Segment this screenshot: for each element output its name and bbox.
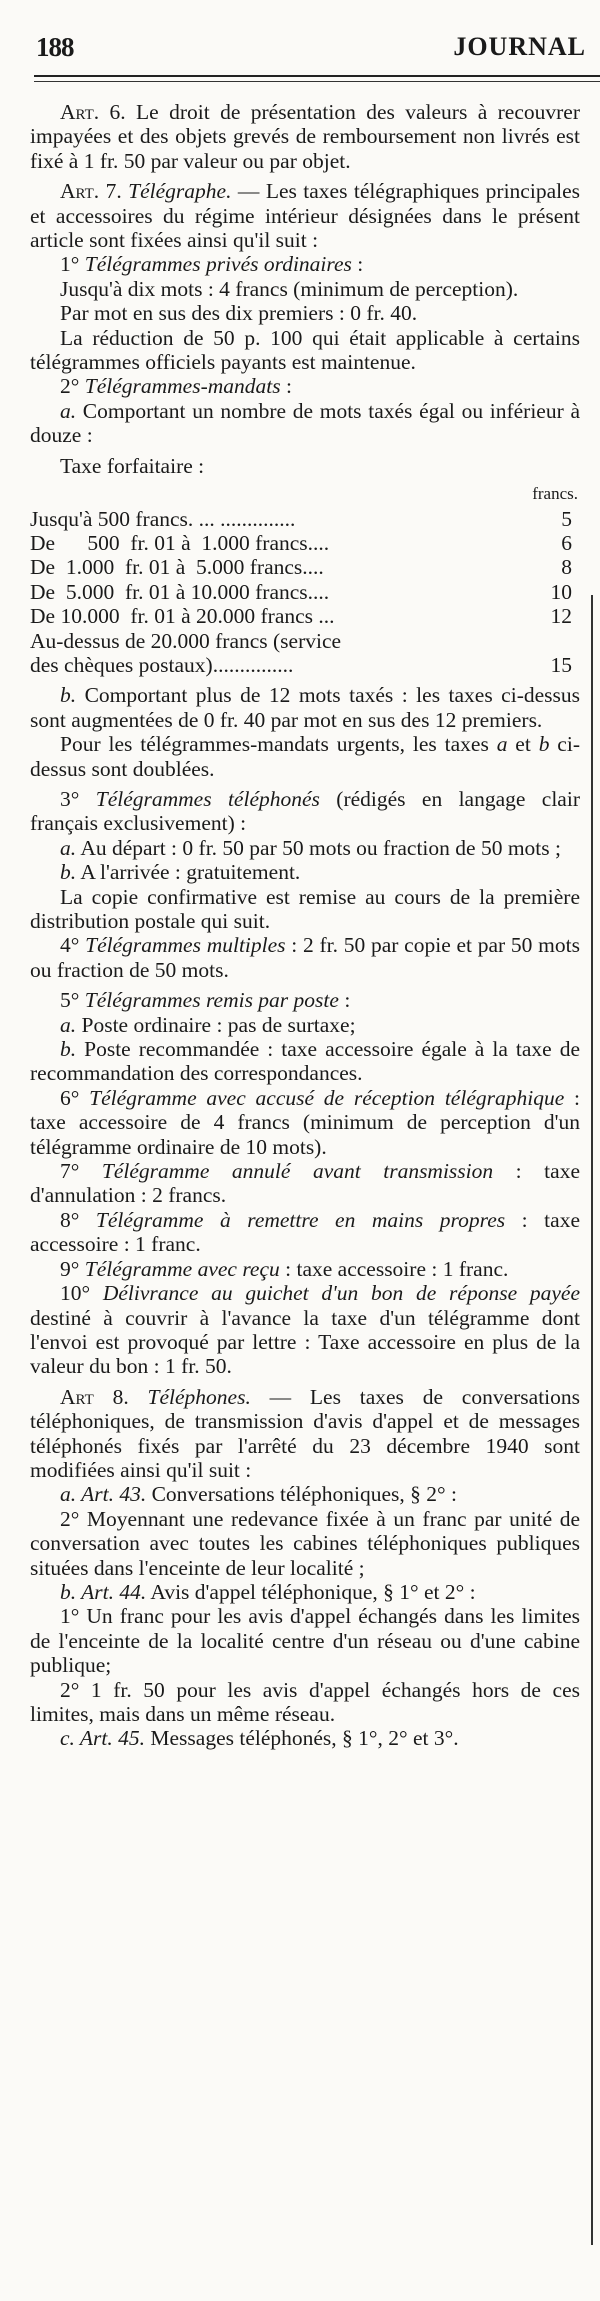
header-rule-top [34, 75, 600, 77]
tariff-range: De 1.000 fr. 01 à 5.000 francs.... [30, 555, 324, 580]
journal-title: JOURNAL [453, 32, 586, 61]
taxe-forfaitaire-label: Taxe forfaitaire : [60, 453, 205, 478]
section-3-a: a. Au départ : 0 fr. 50 par 50 mots ou fraction de 50 mots ; [60, 835, 561, 860]
page-header [0, 22, 600, 62]
section-5-heading: 5° Télégrammes remis par poste : [60, 988, 351, 1013]
tariff-value: 15 [550, 652, 572, 677]
section-2-heading: 2° Télégrammes-mandats : [60, 374, 292, 399]
tariff-range: des chèques postaux)............... [30, 652, 294, 677]
tariff-value: 12 [550, 604, 572, 629]
section-5-b: b. Poste recommandée : taxe accessoire égale à la taxe de recommandation des correspondances. [30, 1037, 580, 1086]
tariff-row [30, 653, 580, 677]
tariff-table [30, 507, 580, 678]
tariff-row [30, 555, 580, 579]
section-1-p2: Par mot en sus des dix premiers : 0 fr. 40. [60, 301, 418, 326]
tariff-value: 10 [550, 579, 572, 604]
article-body [30, 100, 580, 1751]
article-8-b: b. Art. 44. Avis d'appel téléphonique, § 1° et 2° : [60, 1579, 476, 1604]
section-5-a: a. Poste ordinaire : pas de surtaxe; [60, 1012, 356, 1037]
article-8-b-p2: 2° 1 fr. 50 pour les avis d'appel échangés hors de ces limites, mais dans un même réseau. [30, 1677, 580, 1726]
tariff-range: De 500 fr. 01 à 1.000 francs.... [30, 530, 330, 555]
tariff-row [30, 507, 580, 531]
tariff-range: De 10.000 fr. 01 à 20.000 francs ... [30, 604, 335, 629]
tariff-row [30, 604, 580, 628]
article-8-a-p: 2° Moyennant une redevance fixée à un franc par unité de conversation avec toutes les cabines téléphoniques publiques situées dans l'enceinte de leur localité ; [30, 1506, 580, 1580]
section-9: 9° Télégramme avec reçu : taxe accessoire : 1 franc. [60, 1256, 509, 1281]
article-7-intro: Art. 7. Télégraphe. — Les taxes télégraphiques principales et accessoires du régime intérieur désignées dans le présent article sont fixées ainsi qu'il suit : [30, 179, 581, 253]
tariff-value: 6 [561, 530, 572, 555]
article-8-intro: Art 8. Téléphones. — Les taxes de conversations téléphoniques, de transmission d'avis d'appel et de messages téléphonés fixés par l'arrêté du 23 décembre 1940 sont modifiées ainsi qu'il suit : [30, 1384, 581, 1482]
article-8-a: a. Art. 43. Conversations téléphoniques, § 2° : [60, 1482, 457, 1507]
tariff-row [30, 629, 580, 653]
section-2-urgent: Pour les télégrammes-mandats urgents, les taxes a et b ci-dessus sont doublées. [30, 732, 580, 781]
tariff-row [30, 580, 580, 604]
section-8: 8° Télégramme à remettre en mains propres : taxe accessoire : 1 franc. [30, 1207, 580, 1257]
tariff-value [522, 629, 580, 653]
section-7: 7° Télégramme annulé avant transmission : taxe d'annulation : 2 francs. [30, 1159, 580, 1208]
section-2-b: b. Comportant plus de 12 mots taxés : les taxes ci-dessus sont augmentées de 0 fr. 40 par mot en sus des 12 premiers. [30, 683, 580, 732]
section-1-heading: 1° Télégrammes privés ordinaires : [60, 252, 364, 277]
tariff-value: 8 [561, 555, 572, 580]
section-10: 10° Délivrance au guichet d'un bon de réponse payée destiné à couvrir à l'avance la taxe d'un télégramme dont l'envoi est provoqué par lettre : Taxe accessoire en plus de la valeur du bon : 1 fr. 50. [30, 1281, 580, 1379]
column-rule [591, 595, 593, 2245]
page-number: 188 [36, 32, 74, 62]
article-6: Art. 6. Le droit de présentation des valeurs à recouvrer impayées et des objets grevés de remboursement non livrés est fixé à 1 fr. 50 par valeur ou par objet. [30, 100, 580, 173]
section-1-p3: La réduction de 50 p. 100 qui était applicable à certains télégrammes officiels payants est maintenue. [30, 325, 580, 375]
tariff-value: 5 [561, 506, 572, 531]
section-3-heading: 3° Télégrammes téléphonés (rédigés en langage clair français exclusivement) : [30, 786, 580, 836]
header-rule-bottom [34, 81, 600, 82]
section-1-p1: Jusqu'à dix mots : 4 francs (minimum de perception). [60, 276, 519, 301]
tariff-range: De 5.000 fr. 01 à 10.000 francs.... [30, 579, 330, 604]
section-4: 4° Télégrammes multiples : 2 fr. 50 par copie et par 50 mots ou fraction de 50 mots. [30, 933, 580, 982]
table-unit-label: francs. [532, 484, 578, 504]
section-3-copy: La copie confirmative est remise au cours de la première distribution postale qui suit. [30, 884, 580, 933]
section-3-b: b. A l'arrivée : gratuitement. [60, 860, 301, 885]
article-8-c: c. Art. 45. Messages téléphonés, § 1°, 2° et 3°. [60, 1726, 459, 1751]
tariff-range: Jusqu'à 500 francs. ... .............. [30, 506, 296, 531]
tariff-row [30, 531, 580, 555]
article-8-b-p1: 1° Un franc pour les avis d'appel échangés dans les limites de l'enceinte de la localité centre d'un réseau ou d'une cabine publique; [30, 1604, 580, 1678]
section-2-a: a. Comportant un nombre de mots taxés égal ou inférieur à douze : [30, 398, 580, 448]
section-6: 6° Télégramme avec accusé de réception télégraphique : taxe accessoire de 4 francs (minimum de perception d'un télégramme ordinaire de 10 mots). [30, 1085, 580, 1159]
tariff-range: Au-dessus de 20.000 francs (service [30, 628, 342, 653]
